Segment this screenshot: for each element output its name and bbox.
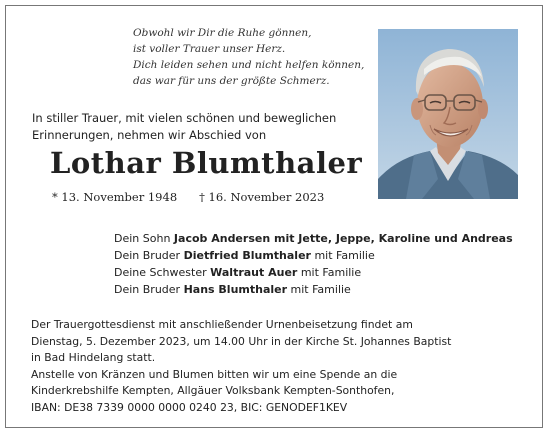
death-date: † 16. November 2023 bbox=[199, 190, 325, 204]
poem bbox=[133, 25, 364, 89]
relative-names: Jacob Andersen mit Jette, Jeppe, Karoline und Andreas bbox=[173, 232, 513, 245]
relatives-list bbox=[114, 230, 513, 298]
service-line: Der Trauergottesdienst mit anschließender Urnenbeisetzung findet am bbox=[31, 318, 413, 331]
intro-line: Erinnerungen, nehmen wir Abschied von bbox=[32, 128, 267, 142]
life-dates bbox=[52, 190, 324, 204]
service-line: Dienstag, 5. Dezember 2023, um 14.00 Uhr in der Kirche St. Johannes Baptist bbox=[31, 334, 452, 348]
relation-suffix: mit Familie bbox=[297, 266, 362, 279]
birth-date: * 13. November 1948 bbox=[52, 190, 178, 204]
service-info bbox=[31, 317, 451, 416]
relation-suffix: mit Familie bbox=[310, 249, 375, 262]
relative-line bbox=[114, 264, 513, 281]
relative-names: Hans Blumthaler bbox=[183, 283, 288, 296]
relation: Dein Bruder bbox=[114, 283, 184, 296]
service-line: IBAN: DE38 7339 0000 0000 0240 23, BIC: GENODEF1KEV bbox=[31, 400, 348, 414]
poem-line: das war für uns der größte Schmerz. bbox=[133, 75, 330, 87]
relative-names: Waltraut Auer bbox=[210, 266, 298, 279]
service-line: in Bad Hindelang statt. bbox=[31, 351, 156, 364]
relation: Deine Schwester bbox=[114, 266, 211, 279]
intro-line: In stiller Trauer, mit vielen schönen und beweglichen bbox=[32, 111, 337, 125]
poem-line: Obwohl wir Dir die Ruhe gönnen, bbox=[133, 27, 312, 39]
relation: Dein Sohn bbox=[114, 232, 174, 245]
poem-line: Dich leiden sehen und nicht helfen können, bbox=[133, 59, 365, 71]
relative-line bbox=[114, 281, 513, 298]
portrait-photo bbox=[378, 29, 518, 199]
relation-suffix: mit Familie bbox=[287, 283, 351, 296]
relative-line bbox=[114, 230, 513, 247]
service-line: Anstelle von Kränzen und Blumen bitten wir um eine Spende an die bbox=[31, 367, 398, 381]
deceased-name: Lothar Blumthaler bbox=[50, 146, 363, 180]
relative-line bbox=[114, 247, 513, 264]
intro-text bbox=[32, 110, 336, 144]
relative-names: Dietfried Blumthaler bbox=[183, 249, 311, 262]
relation: Dein Bruder bbox=[114, 249, 184, 262]
service-line: Kinderkrebshilfe Kempten, Allgäuer Volksbank Kempten-Sonthofen, bbox=[31, 384, 395, 397]
poem-line: ist voller Trauer unser Herz. bbox=[133, 43, 286, 55]
